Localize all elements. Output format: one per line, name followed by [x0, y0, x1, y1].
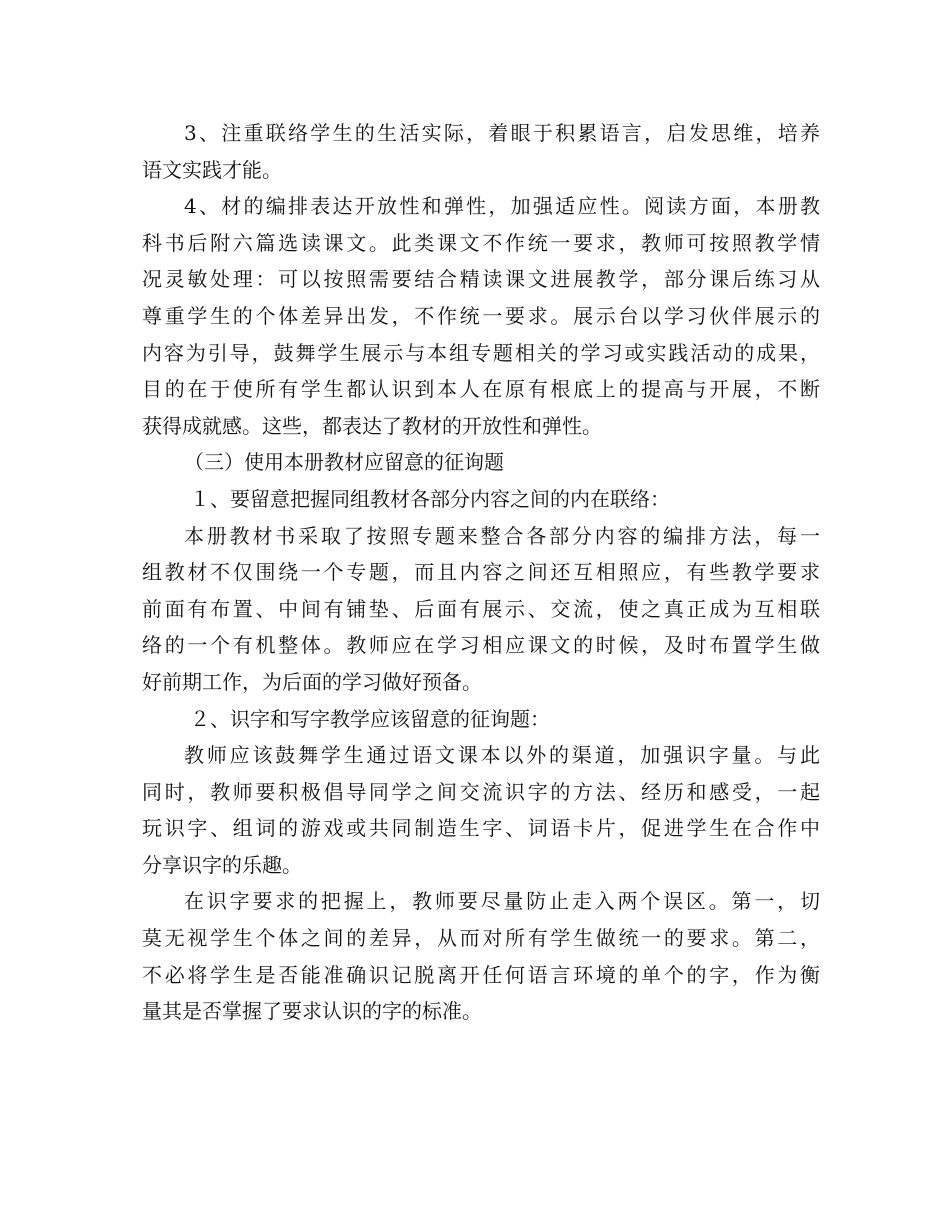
paragraph-line: 4、材的编排表达开放性和弹性，加强适应性。阅读方面，本册教 — [184, 194, 820, 219]
paragraph-line: 尊重学生的个体差异出发，不作统一要求。展示台以学习伙伴展示的 — [142, 303, 820, 328]
paragraph-line: 玩识字、组词的游戏或共同制造生字、词语卡片，促进学生在合作中 — [142, 816, 820, 841]
paragraph-line: 科书后附六篇选读课文。此类课文不作统一要求，教师可按照教学情 — [142, 230, 820, 255]
paragraph-line: 在识字要求的把握上，教师要尽量防止走入两个误区。第一，切 — [184, 889, 820, 914]
subsection-heading: ２、识字和写字教学应该留意的征询题： — [190, 706, 550, 731]
paragraph-line: 教师应该鼓舞学生通过语文课本以外的渠道，加强识字量。与此 — [184, 743, 820, 768]
paragraph-line: 分享识字的乐趣。 — [142, 852, 302, 877]
paragraph-line: 前面有布置、中间有铺垫、后面有展示、交流，使之真正成为互相联 — [142, 596, 820, 621]
body-text — [142, 115, 820, 1030]
paragraph-line: 好前期工作，为后面的学习做好预备。 — [142, 669, 482, 694]
paragraph-line: 内容为引导，鼓舞学生展示与本组专题相关的学习或实践活动的成果， — [142, 340, 820, 365]
paragraph-line: 况灵敏处理：可以按照需要结合精读课文进展教学，部分课后练习从 — [142, 267, 820, 292]
paragraph-line: 目的在于使所有学生都认识到本人在原有根底上的提高与开展，不断 — [142, 377, 820, 402]
paragraph-line: 组教材不仅围绕一个专题，而且内容之间还互相照应，有些教学要求 — [142, 560, 820, 585]
paragraph-line: 获得成就感。这些，都表达了教材的开放性和弹性。 — [142, 413, 602, 438]
paragraph-line: 络的一个有机整体。教师应在学习相应课文的时候，及时布置学生做 — [142, 633, 820, 658]
paragraph-line: 同时，教师要积极倡导同学之间交流识字的方法、经历和感受，一起 — [142, 779, 820, 804]
paragraph-line: 语文实践才能。 — [142, 157, 282, 182]
paragraph-line: 本册教材书采取了按照专题来整合各部分内容的编排方法，每一 — [184, 523, 820, 548]
paragraph-line: 3、注重联络学生的生活实际，着眼于积累语言，启发思维，培养 — [184, 121, 820, 145]
subsection-heading: １、要留意把握同组教材各部分内容之间的内在联络： — [190, 486, 670, 511]
paragraph-line: 不必将学生是否能准确识记脱离开任何语言环境的单个的字，作为衡 — [142, 962, 820, 987]
section-heading: （三）使用本册教材应留意的征询题 — [184, 450, 504, 475]
paragraph-line: 量其是否掌握了要求认识的字的标准。 — [142, 999, 482, 1024]
paragraph-line: 莫无视学生个体之间的差异，从而对所有学生做统一的要求。第二， — [142, 926, 820, 951]
